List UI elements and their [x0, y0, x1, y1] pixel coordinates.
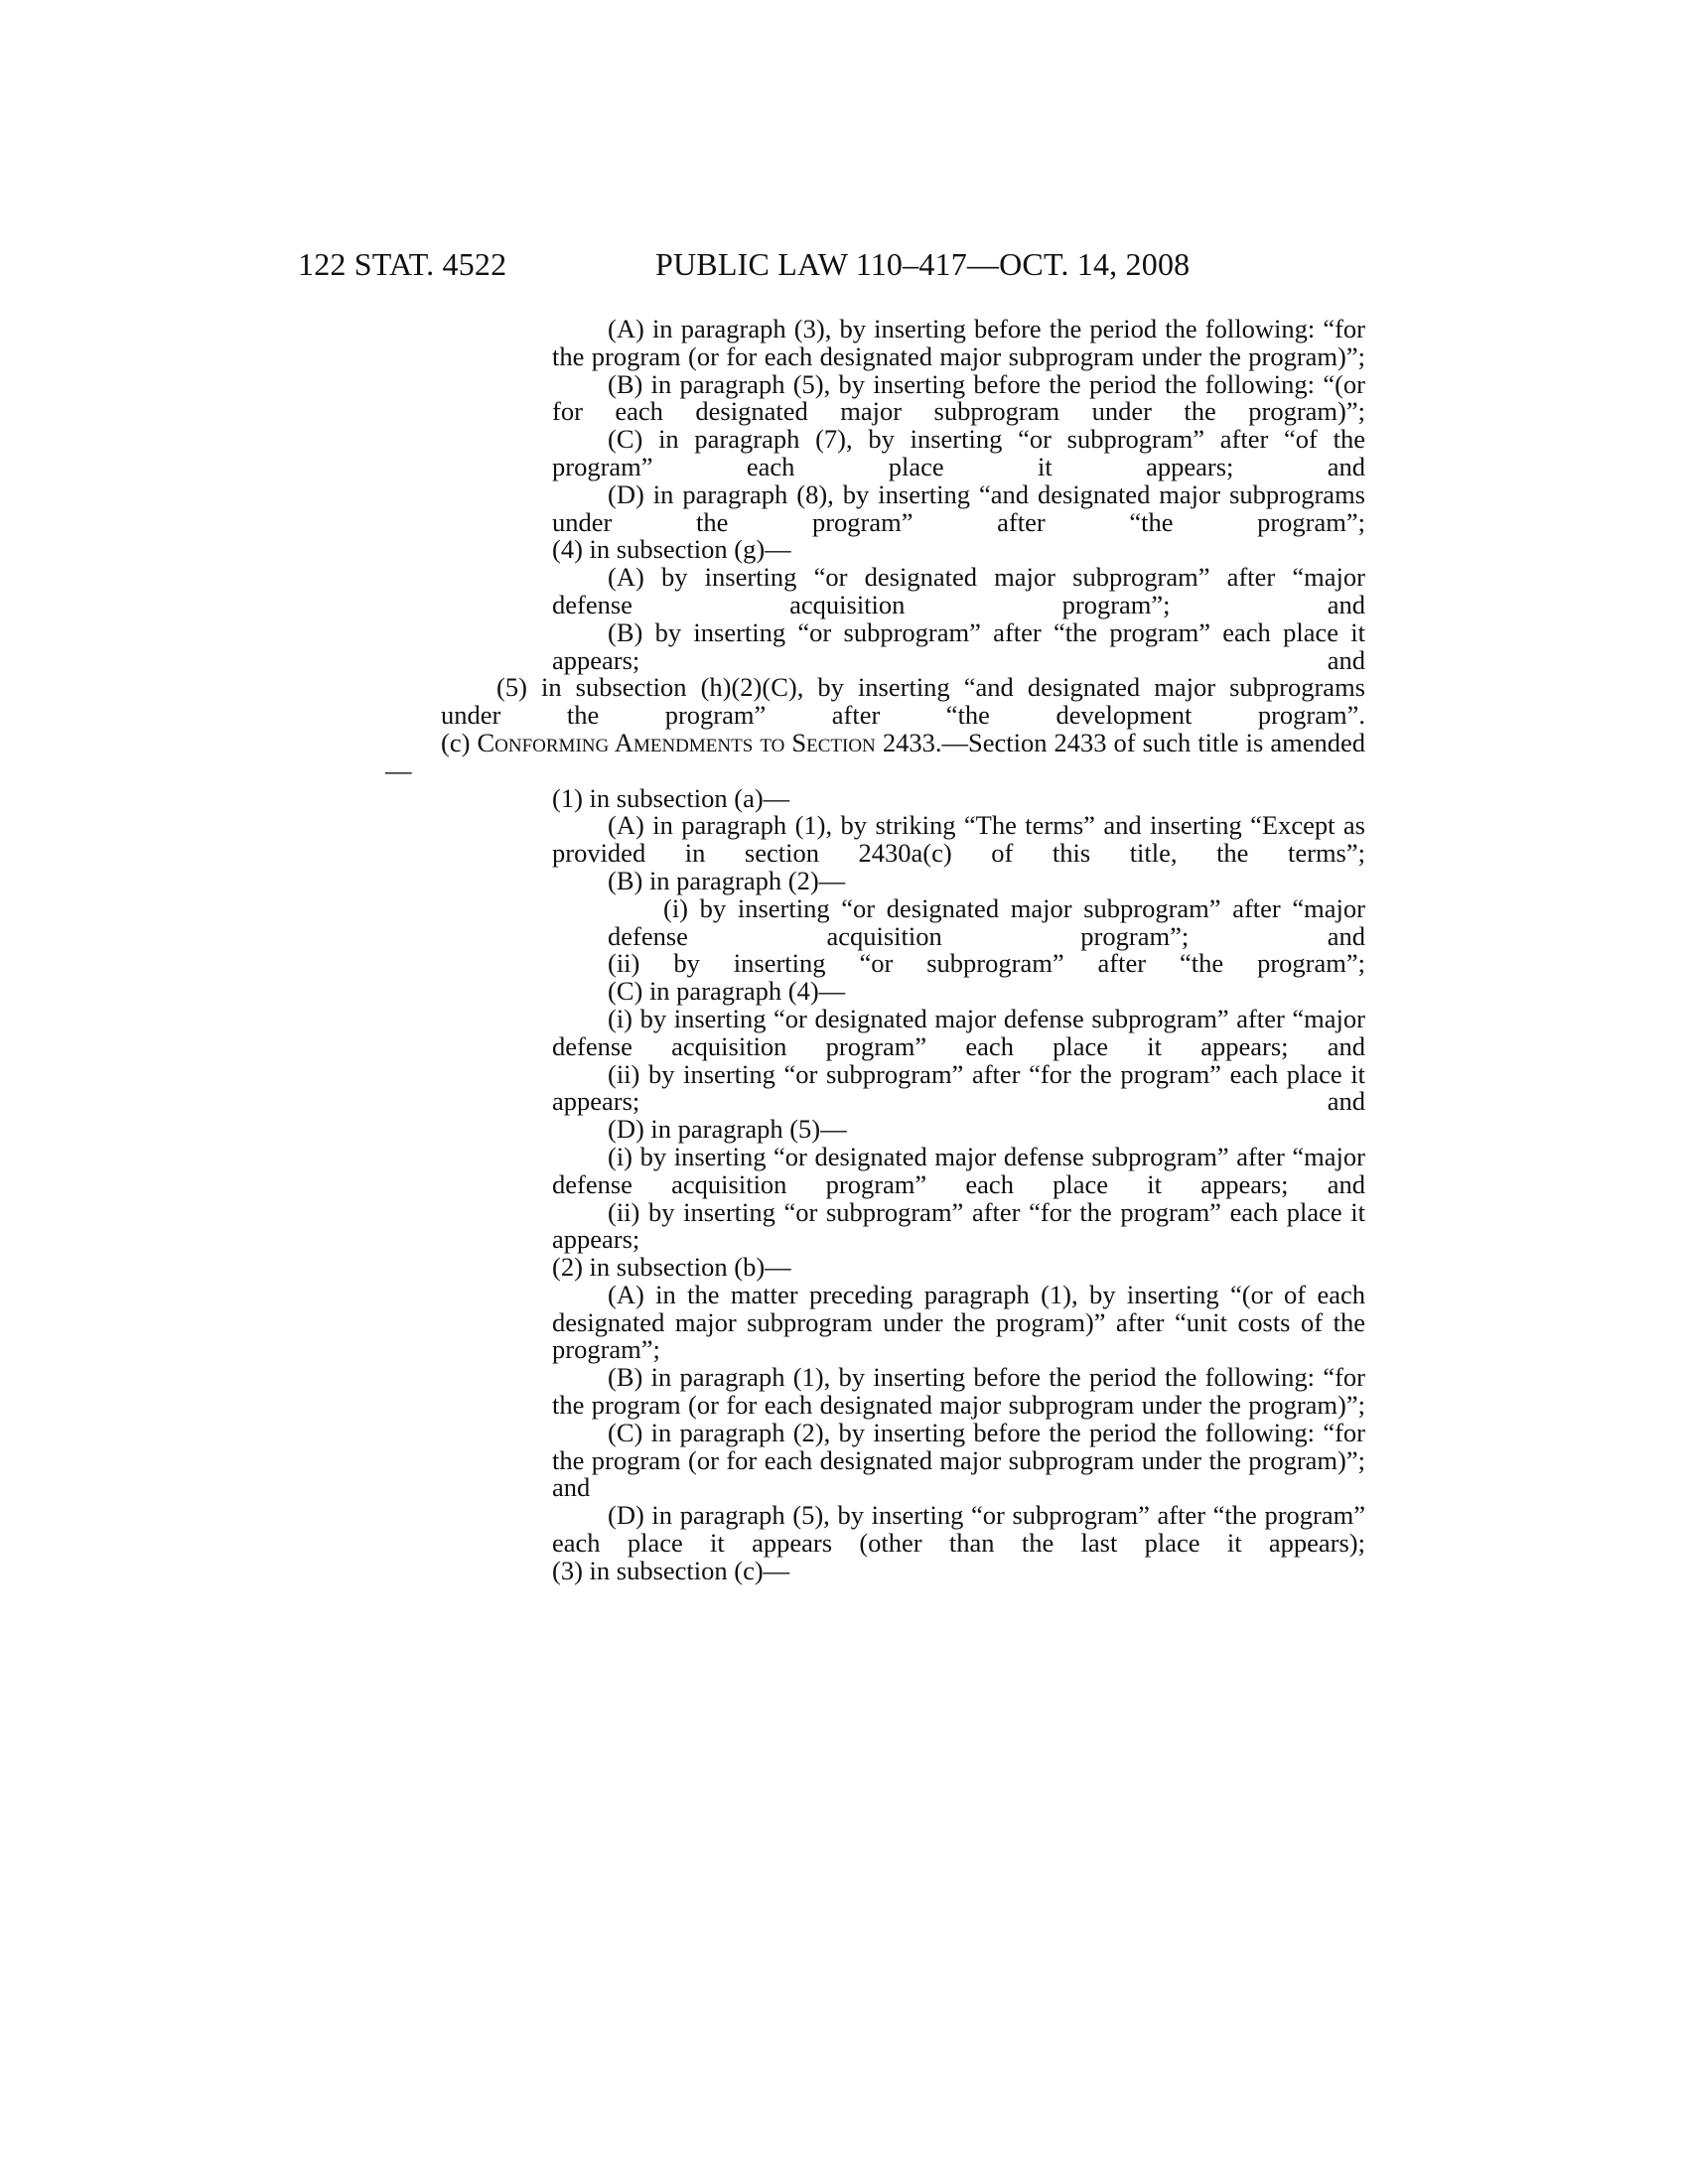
paragraph: (A) in the matter preceding paragraph (1), by inserting “(or of each designated major subprogram under the program)” after “unit costs of the program”; — [552, 1279, 1365, 1365]
paragraph: (B) in paragraph (1), by inserting before the period the following: “for the program (or for each designated major subprogram under the program)”; — [552, 1362, 1365, 1421]
paragraph: (A) in paragraph (3), by inserting before the period the following: “for the program (or for each designated major subprogram under the program)”; — [552, 314, 1365, 371]
paragraph: (2) in subsection (b)— — [552, 1252, 791, 1283]
subsection-heading: Conforming Amendments to Section 2433 — [477, 727, 935, 757]
paragraph: (B) in paragraph (2)— — [608, 865, 846, 895]
paragraph: (D) in paragraph (8), by inserting “and designated major subprograms under the program” after “the program”; — [552, 478, 1365, 537]
paragraph: (ii) by inserting “or subprogram” after “for the program” each place it appears; and — [552, 1058, 1365, 1117]
paragraph: (ii) by inserting “or subprogram” after “for the program” each place it appears; — [552, 1196, 1365, 1255]
subsection-text: .—Section 2433 of such title is amended— — [385, 727, 1365, 785]
paragraph: (i) by inserting “or designated major defense subprogram” after “major defense acquisition program” each place it appears; and — [552, 1003, 1365, 1061]
paragraph: (1) in subsection (a)— — [552, 782, 790, 813]
paragraph: (B) in paragraph (5), by inserting before the period the following: “(or for each designated major subprogram under the program)”; — [552, 368, 1365, 427]
statute-page-number: 122 STAT. 4522 — [298, 246, 507, 282]
paragraph: (i) by inserting “or designated major defense subprogram” after “major defense acquisition program” each place it appears; and — [552, 1141, 1365, 1199]
subsection-c — [385, 727, 1365, 785]
paragraph: (A) by inserting “or designated major subprogram” after “major defense acquisition program”; and — [552, 562, 1365, 619]
paragraph: (A) in paragraph (1), by striking “The terms” and inserting “Except as provided in section 2430a(c) of this title, the terms”; — [552, 810, 1365, 869]
paragraph: (C) in paragraph (7), by inserting “or subprogram” after “of the program” each place it appears; and — [552, 424, 1365, 481]
paragraph: (D) in paragraph (5)— — [608, 1114, 847, 1145]
paragraph: (i) by inserting “or designated major subprogram” after “major defense acquisition program”; and — [608, 892, 1365, 951]
paragraph: (4) in subsection (g)— — [552, 534, 791, 565]
paragraph: (C) in paragraph (2), by inserting before the period the following: “for the program (or for each designated major subprogram under the program)”; and — [552, 1417, 1365, 1503]
public-law-header: PUBLIC LAW 110–417—OCT. 14, 2008 — [655, 246, 1191, 282]
document-body — [385, 314, 1365, 1585]
paragraph: (C) in paragraph (4)— — [608, 976, 846, 1007]
paragraph: (3) in subsection (c)— — [552, 1555, 790, 1585]
paragraph: (5) in subsection (h)(2)(C), by inserting “and designated major subprograms under the program” after “the development program”. — [441, 672, 1365, 731]
paragraph: (ii) by inserting “or subprogram” after “the program”; — [608, 948, 1365, 979]
paragraph: (B) by inserting “or subprogram” after “the program” each place it appears; and — [552, 616, 1365, 675]
subsection-label: (c) — [441, 727, 478, 757]
paragraph: (D) in paragraph (5), by inserting “or subprogram” after “the program” each place it appears (other than the last place it appears); — [552, 1500, 1365, 1559]
